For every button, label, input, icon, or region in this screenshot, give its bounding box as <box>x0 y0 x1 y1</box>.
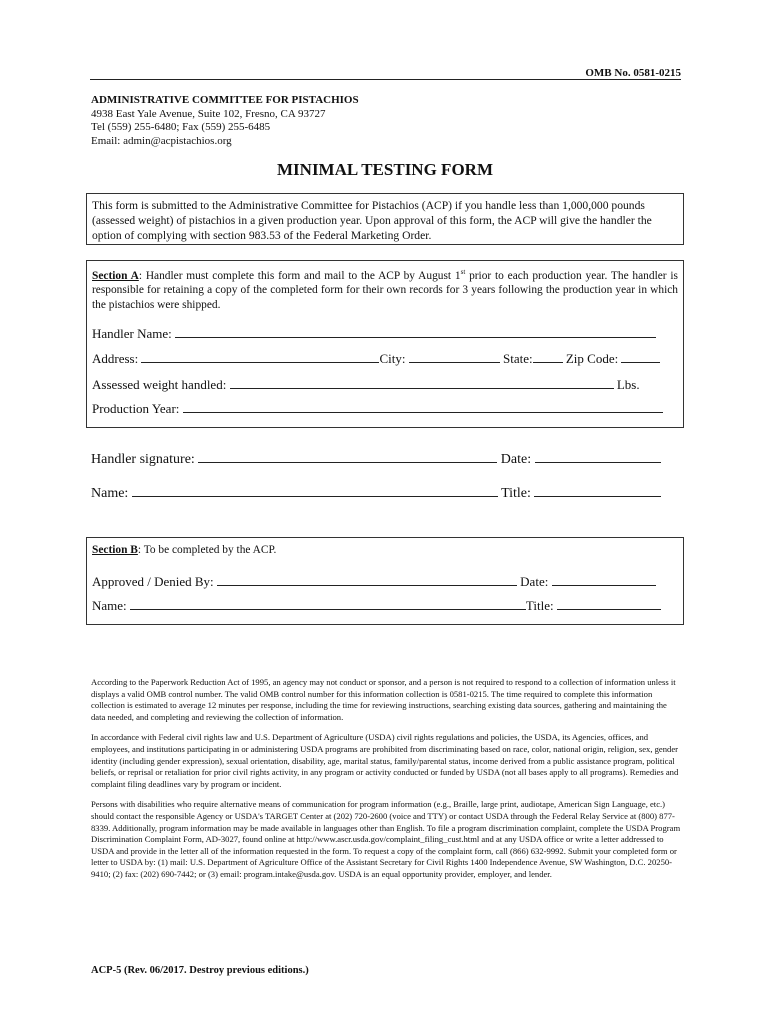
signature-name-row <box>91 485 679 502</box>
handler-signature-row <box>91 451 679 468</box>
org-phone: Tel (559) 255-6480; Fax (559) 255-6485 <box>91 121 271 133</box>
assessed-field[interactable] <box>230 377 614 389</box>
approved-row <box>92 574 678 590</box>
handler-name-label: Handler Name: <box>92 326 172 341</box>
signature-name-label: Name: <box>91 486 129 501</box>
section-b-instructions <box>92 543 678 558</box>
section-b-box <box>86 537 684 625</box>
section-a-label: Section A <box>92 269 139 282</box>
section-a-box <box>86 260 684 428</box>
section-a-sup: st <box>460 268 466 276</box>
signature-title-field[interactable] <box>534 485 661 497</box>
intro-text: This form is submitted to the Administrative Committee for Pistachios (ACP) if you handle less than 1,000,000 pounds (assessed weight) of pistachios in a given production year. Upon approval of this form, the ACP will give the handler the option of complying with section 983.53 of the Federal Marketing Order. <box>92 199 652 242</box>
fine-print <box>91 677 681 890</box>
city-field[interactable] <box>409 351 500 363</box>
signature-title-label: Title: <box>501 486 531 501</box>
section-a-text: : Handler must complete this form and mail to the ACP by August 1 <box>138 269 461 282</box>
header-rule <box>90 79 681 80</box>
production-year-field[interactable] <box>183 401 663 413</box>
assessed-row <box>92 377 678 393</box>
form-title: MINIMAL TESTING FORM <box>277 160 493 179</box>
approver-name-label: Name: <box>92 598 127 613</box>
section-b-text: : To be completed by the ACP. <box>137 544 277 556</box>
production-year-label: Production Year: <box>92 401 180 416</box>
accessibility-notice: Persons with disabilities who require alternative means of communication for program information (e.g., Braille, large print, audiotape, American Sign Language, etc.) should contact the responsible Agency or USDA's TARGET Center at (202) 720-2600 (voice and TTY) or contact USDA through the Federal Relay Service at (800) 877-8339. Additionally, program information may be made available in languages other than English. To file a program discrimination complaint, complete the USDA Program Discrimination Complaint Form, AD-3027, found online at http://www.ascr.usda.gov/complaint_filing_cust.html and at any USDA office or write a letter addressed to USDA and provide in the letter all of the information requested in the form. To request a copy of the complaint form, call (866) 632-9992. Submit your completed form or letter to USDA by: (1) mail: U.S. Department of Agriculture Office of the Assistant Secretary for Civil Rights 1400 Independence Avenue, SW Washington, D.C. 20250-9410; (2) fax: (202) 690-7442; or (3) email: program.intake@usda.gov. USDA is an equal opportunity provider, employer, and lender. <box>91 799 681 879</box>
signature-date-label: Date: <box>500 452 532 467</box>
approved-label: Approved / Denied By: <box>92 574 214 589</box>
state-field[interactable] <box>533 351 563 363</box>
intro-box <box>86 193 684 245</box>
assessed-label: Assessed weight handled: <box>92 377 227 392</box>
org-address: 4938 East Yale Avenue, Suite 102, Fresno, CA 93727 <box>91 107 326 120</box>
approver-title-field[interactable] <box>557 598 661 610</box>
approver-title-label: Title: <box>525 598 554 613</box>
handler-signature-label: Handler signature: <box>91 452 195 467</box>
omb-number: OMB No. 0581-0215 <box>585 67 681 79</box>
org-block <box>91 94 359 148</box>
address-label: Address: <box>92 351 139 366</box>
zip-label: Zip Code: <box>565 351 619 366</box>
state-label: State: <box>502 351 533 366</box>
approver-name-row <box>92 598 678 614</box>
section-a-instructions <box>92 265 678 312</box>
signature-date-field[interactable] <box>535 451 661 463</box>
production-year-row <box>92 401 678 417</box>
address-row <box>92 351 678 367</box>
city-label: City: <box>379 351 406 366</box>
approver-name-field[interactable] <box>130 598 526 610</box>
zip-field[interactable] <box>621 351 660 363</box>
lbs-label: Lbs. <box>616 377 640 392</box>
civil-rights-notice: In accordance with Federal civil rights law and U.S. Department of Agriculture (USDA) civil rights regulations and policies, the USDA, its Agencies, offices, and employees, and institutions participating in or administering USDA programs are prohibited from discriminating based on race, color, national origin, religion, sex, gender identity (including gender expression), sexual orientation, disability, age, marital status, family/parental status, income derived from a public assistance program, political beliefs, or reprisal or retaliation for prior civil rights activity, in any program or activity conducted or funded by USDA (not all bases apply to all programs). Remedies and complaint filing deadlines vary by program or incident. <box>91 732 679 789</box>
section-b-label: Section B <box>92 544 138 556</box>
org-email: Email: admin@acpistachios.org <box>91 134 232 147</box>
signature-name-field[interactable] <box>132 485 498 497</box>
section-a-text-2: prior to each production year. The handler is responsible for retaining a copy of the completed form for their own records for 3 years following the production year in which the pistachios were shipped. <box>92 269 678 311</box>
approved-field[interactable] <box>217 574 517 586</box>
handler-name-field[interactable] <box>175 326 656 338</box>
handler-signature-field[interactable] <box>198 451 497 463</box>
approved-date-label: Date: <box>520 574 549 589</box>
org-name: ADMINISTRATIVE COMMITTEE FOR PISTACHIOS <box>91 94 359 106</box>
paperwork-reduction-notice: According to the Paperwork Reduction Act of 1995, an agency may not conduct or sponsor, and a person is not required to respond to a collection of information unless it displays a valid OMB control number. The valid OMB control number for this information collection is 0581-0215. The time required to complete this information collection is estimated to average 12 minutes per response, including the time for reviewing instructions, searching existing data sources, gathering and maintaining the data needed, and completing and reviewing the collection of information. <box>91 677 676 722</box>
form-revision-footer: ACP-5 (Rev. 06/2017. Destroy previous editions.) <box>91 965 309 976</box>
approved-date-field[interactable] <box>552 574 656 586</box>
address-field[interactable] <box>141 351 379 363</box>
handler-name-row <box>92 326 678 342</box>
